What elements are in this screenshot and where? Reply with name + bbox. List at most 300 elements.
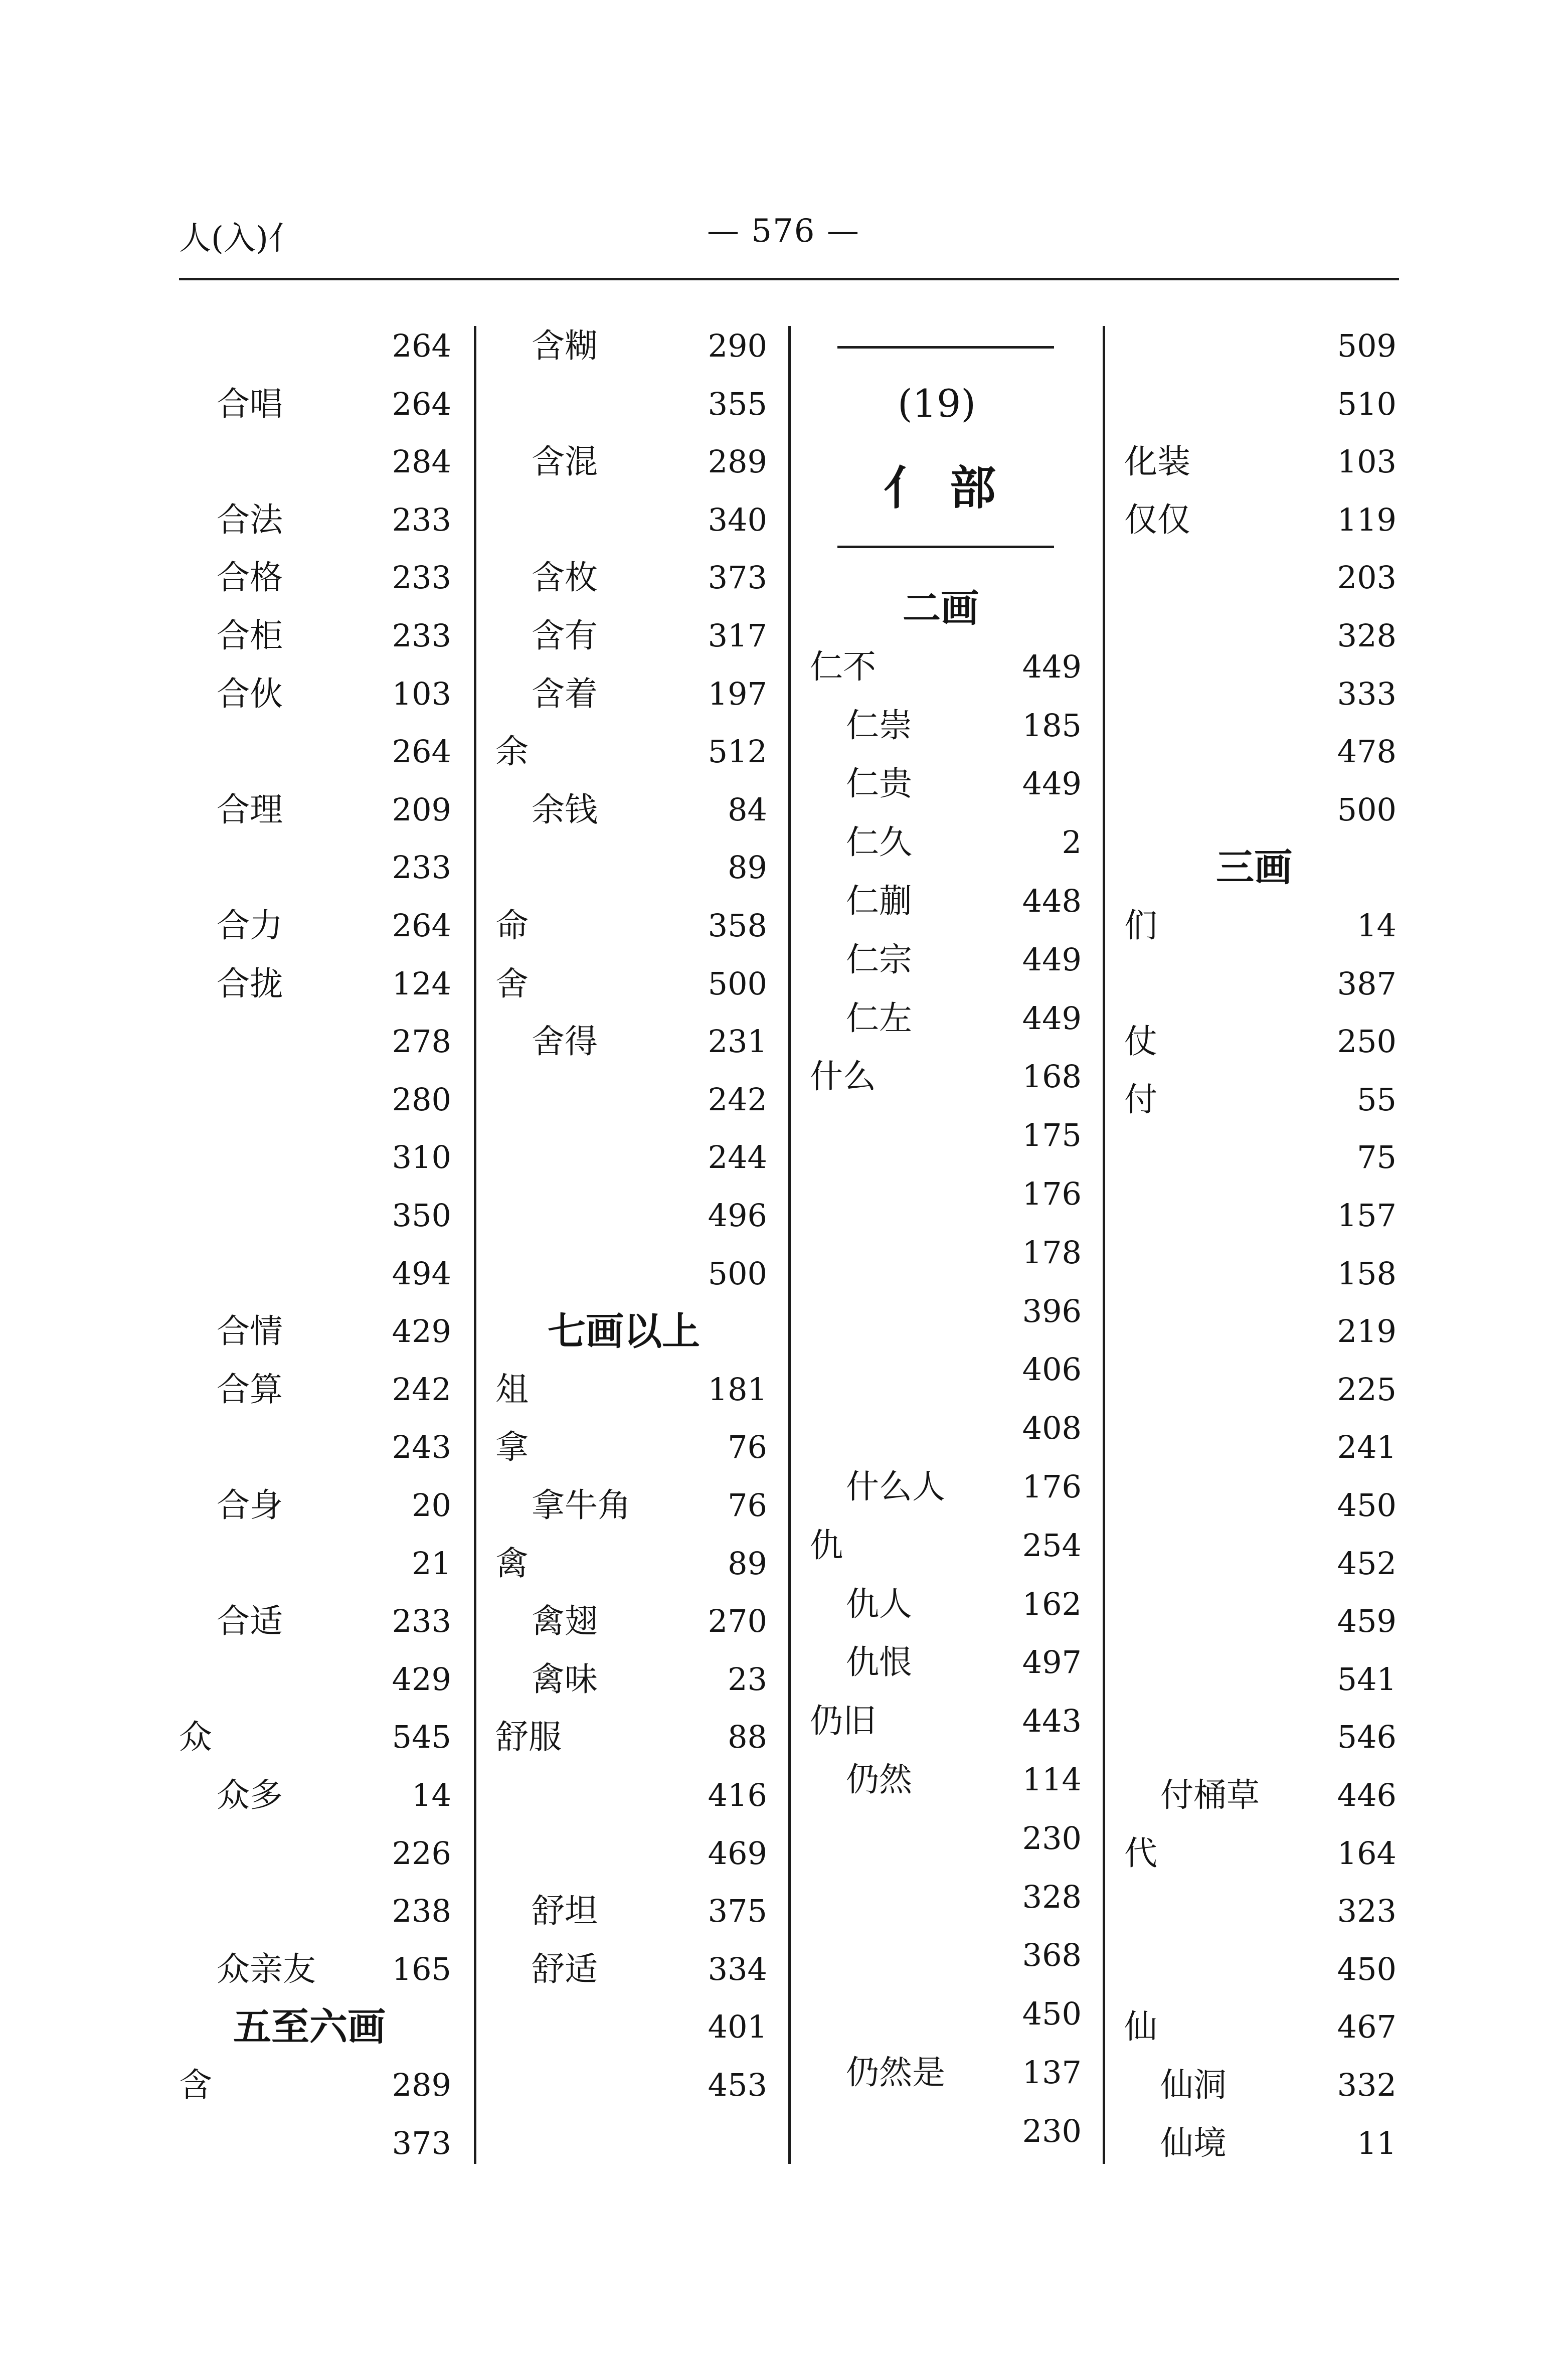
entry-page-number: 230	[1022, 2112, 1082, 2149]
entry-page-number: 452	[1337, 1545, 1397, 1582]
index-entry	[810, 1286, 1082, 1336]
index-entry	[810, 2106, 1082, 2156]
index-entry	[810, 1344, 1082, 1395]
entry-page-number: 280	[392, 1081, 451, 1118]
index-entry	[179, 1422, 451, 1472]
index-entry	[495, 1249, 767, 1299]
index-entry	[179, 1944, 451, 1994]
index-entry	[810, 1403, 1082, 1453]
index-entry	[179, 1539, 451, 1589]
entry-page-number: 317	[708, 617, 767, 654]
index-entry	[810, 1462, 1082, 1512]
index-entry	[179, 437, 451, 487]
entry-page-number: 401	[708, 2008, 767, 2046]
index-entry	[179, 1712, 451, 1762]
entry-term: 舒适	[532, 1949, 598, 1988]
index-entry	[1124, 1886, 1397, 1936]
entry-page-number: 478	[1337, 733, 1397, 770]
entry-page-number: 328	[1337, 617, 1397, 654]
entry-page-number: 175	[1022, 1117, 1082, 1154]
index-entry	[1124, 1075, 1397, 1125]
entry-page-number: 164	[1337, 1834, 1397, 1872]
entry-term: 们	[1124, 906, 1157, 945]
index-entry	[1124, 1828, 1397, 1879]
index-entry	[495, 1539, 767, 1589]
index-entry	[810, 1755, 1082, 1805]
entry-term: 合力	[217, 906, 283, 945]
index-entry	[179, 495, 451, 545]
index-entry	[1124, 495, 1397, 545]
entry-page-number: 416	[708, 1777, 767, 1813]
index-entry	[495, 437, 767, 487]
entry-page-number: 450	[1337, 1950, 1397, 1987]
entry-page-number: 448	[1022, 883, 1082, 919]
index-entry	[1124, 727, 1397, 777]
index-entry	[179, 1249, 451, 1299]
entry-page-number: 165	[392, 1950, 451, 1987]
index-entry	[1124, 2060, 1397, 2110]
index-entry	[495, 1770, 767, 1820]
index-entry	[495, 1191, 767, 1241]
index-entry	[1124, 1422, 1397, 1472]
index-entry	[810, 1228, 1082, 1278]
index-entry	[1124, 901, 1397, 951]
entry-term: 禽翅	[532, 1602, 598, 1641]
entry-page-number: 446	[1337, 1777, 1397, 1813]
index-entry	[810, 2048, 1082, 2098]
index-entry	[1124, 2002, 1397, 2052]
index-entry	[495, 1365, 767, 1415]
entry-page-number: 11	[1357, 2124, 1397, 2161]
index-entry	[1124, 1770, 1397, 1820]
index-entry	[179, 901, 451, 951]
entry-page-number: 21	[412, 1545, 451, 1582]
entry-page-number: 233	[392, 849, 451, 886]
entry-page-number: 449	[1022, 765, 1082, 802]
entry-term: 合格	[217, 558, 283, 597]
entry-term: 仍旧	[810, 1702, 876, 1741]
entry-term: 合柜	[217, 616, 283, 655]
entry-term: 仙	[1124, 2007, 1157, 2047]
index-entry	[810, 759, 1082, 809]
index-entry	[1124, 1712, 1397, 1762]
index-entry	[495, 2002, 767, 2052]
index-entry	[1124, 321, 1397, 371]
index-entry	[179, 1306, 451, 1357]
entry-page-number: 467	[1337, 2008, 1397, 2046]
entry-page-number: 23	[728, 1660, 767, 1698]
index-entry	[179, 611, 451, 661]
column-divider	[474, 326, 476, 2164]
running-head: 人(入)亻	[179, 220, 300, 257]
index-entry	[1124, 1249, 1397, 1299]
section-title: 亻部	[884, 461, 1016, 515]
entry-page-number: 233	[392, 501, 451, 538]
index-entry	[810, 1813, 1082, 1864]
entry-term: 余	[495, 732, 529, 771]
entry-term: 含混	[532, 442, 598, 481]
entry-page-number: 500	[1337, 791, 1397, 828]
index-entry	[810, 876, 1082, 926]
index-entry	[179, 321, 451, 371]
entry-page-number: 264	[392, 907, 451, 944]
entry-page-number: 429	[392, 1313, 451, 1350]
entry-page-number: 290	[708, 327, 767, 364]
entry-term: 什么	[810, 1057, 876, 1096]
entry-term: 含糊	[532, 326, 598, 365]
index-entry	[810, 935, 1082, 985]
entry-page-number: 176	[1022, 1468, 1082, 1505]
entry-term: 拿	[495, 1428, 529, 1467]
index-entry	[810, 1637, 1082, 1688]
index-entry	[179, 669, 451, 719]
entry-page-number: 289	[708, 443, 767, 480]
entry-page-number: 373	[708, 559, 767, 596]
entry-page-number: 450	[1022, 1995, 1082, 2033]
index-entry	[810, 1579, 1082, 1629]
entry-term: 余钱	[532, 790, 598, 829]
entry-page-number: 14	[412, 1777, 451, 1813]
column-divider	[788, 326, 791, 2164]
entry-page-number: 500	[708, 965, 767, 1002]
index-entry	[1124, 553, 1397, 603]
entry-page-number: 284	[392, 443, 451, 480]
entry-page-number: 75	[1357, 1139, 1397, 1176]
index-entry	[179, 1596, 451, 1646]
entry-page-number: 278	[392, 1023, 451, 1060]
index-entry	[179, 1365, 451, 1415]
entry-term: 含有	[532, 616, 598, 655]
entry-page-number: 264	[392, 733, 451, 770]
index-entry	[495, 1132, 767, 1183]
entry-term: 众亲友	[217, 1949, 316, 1988]
index-entry	[495, 1654, 767, 1705]
entry-page-number: 270	[708, 1603, 767, 1640]
index-entry	[495, 1480, 767, 1531]
index-entry	[179, 1017, 451, 1067]
entry-term: 仍然是	[846, 2053, 945, 2092]
index-entry	[179, 785, 451, 835]
index-entry	[179, 842, 451, 893]
entry-page-number: 181	[708, 1371, 767, 1408]
entry-page-number: 355	[708, 385, 767, 422]
entry-page-number: 185	[1022, 707, 1082, 744]
entry-page-number: 323	[1337, 1893, 1397, 1930]
index-entry	[495, 842, 767, 893]
entry-term: 仙洞	[1160, 2066, 1227, 2104]
index-entry	[1124, 379, 1397, 429]
entry-page-number: 55	[1357, 1081, 1397, 1118]
entry-page-number: 496	[708, 1197, 767, 1234]
index-entry	[179, 1770, 451, 1820]
entry-term: 仅仅	[1124, 500, 1190, 539]
index-entry	[810, 1989, 1082, 2039]
entry-term: 合拢	[217, 964, 283, 1003]
entry-page-number: 408	[1022, 1410, 1082, 1447]
entry-page-number: 450	[1337, 1487, 1397, 1524]
index-entry	[495, 727, 767, 777]
entry-page-number: 158	[1337, 1255, 1397, 1292]
entry-term: 合身	[217, 1486, 283, 1525]
entry-page-number: 469	[708, 1834, 767, 1872]
entry-term: 仁崇	[846, 706, 912, 745]
stroke-count-heading: 七画以上	[548, 1309, 700, 1354]
entry-page-number: 2	[1062, 824, 1082, 861]
index-entry	[810, 1052, 1082, 1102]
entry-term: 命	[495, 906, 529, 945]
entry-page-number: 76	[728, 1429, 767, 1466]
entry-page-number: 429	[392, 1660, 451, 1698]
entry-term: 舒坦	[532, 1892, 598, 1931]
index-entry	[495, 553, 767, 603]
index-entry	[179, 727, 451, 777]
entry-term: 拿牛角	[532, 1486, 631, 1525]
index-entry	[179, 379, 451, 429]
entry-page-number: 264	[392, 385, 451, 422]
section-rule-top	[837, 346, 1054, 349]
entry-term: 禽味	[532, 1659, 598, 1699]
entry-page-number: 328	[1022, 1878, 1082, 1915]
index-entry	[179, 1886, 451, 1936]
entry-page-number: 203	[1337, 559, 1397, 596]
entry-page-number: 387	[1337, 965, 1397, 1002]
entry-page-number: 350	[392, 1197, 451, 1234]
entry-page-number: 157	[1337, 1197, 1397, 1234]
entry-page-number: 209	[392, 791, 451, 828]
entry-page-number: 225	[1337, 1371, 1397, 1408]
index-entry	[495, 959, 767, 1009]
index-entry	[810, 817, 1082, 868]
entry-page-number: 231	[708, 1023, 767, 1060]
index-entry	[810, 1696, 1082, 1746]
entry-term: 化装	[1124, 442, 1190, 481]
index-entry	[810, 1872, 1082, 1922]
entry-page-number: 197	[708, 675, 767, 712]
entry-page-number: 254	[1022, 1527, 1082, 1564]
stroke-count-heading: 三画	[1216, 845, 1292, 890]
entry-page-number: 373	[392, 2124, 451, 2161]
entry-page-number: 14	[1357, 907, 1397, 944]
entry-term: 仁宗	[846, 940, 912, 979]
entry-page-number: 375	[708, 1893, 767, 1930]
entry-term: 仁久	[846, 823, 912, 862]
entry-page-number: 509	[1337, 327, 1397, 364]
index-entry	[179, 1132, 451, 1183]
entry-term: 仇恨	[846, 1643, 912, 1682]
index-entry	[179, 2118, 451, 2168]
index-entry	[495, 1422, 767, 1472]
entry-page-number: 264	[392, 327, 451, 364]
index-entry	[179, 2060, 451, 2110]
entry-page-number: 459	[1337, 1603, 1397, 1640]
entry-page-number: 137	[1022, 2054, 1082, 2091]
entry-term: 仇	[810, 1526, 843, 1565]
entry-page-number: 89	[728, 1545, 767, 1582]
index-entry	[179, 1828, 451, 1879]
index-entry	[1124, 2118, 1397, 2168]
stroke-count-heading: 五至六画	[233, 2004, 386, 2050]
entry-term: 仁贵	[846, 764, 912, 803]
index-entry	[1124, 1654, 1397, 1705]
entry-page-number: 243	[392, 1429, 451, 1466]
index-entry	[179, 959, 451, 1009]
entry-term: 仁左	[846, 998, 912, 1038]
entry-term: 禽	[495, 1544, 529, 1583]
entry-term: 合理	[217, 790, 283, 829]
page-number: — 576 —	[707, 213, 860, 250]
entry-page-number: 233	[392, 617, 451, 654]
index-entry	[179, 1191, 451, 1241]
entry-page-number: 310	[392, 1139, 451, 1176]
section-rule-bottom	[837, 546, 1054, 548]
entry-page-number: 238	[392, 1893, 451, 1930]
entry-page-number: 406	[1022, 1351, 1082, 1388]
index-entry	[495, 1017, 767, 1067]
entry-term: 众多	[217, 1776, 283, 1814]
entry-term: 仙境	[1160, 2123, 1227, 2162]
index-entry	[810, 642, 1082, 692]
entry-page-number: 333	[1337, 675, 1397, 712]
index-entry	[810, 701, 1082, 751]
index-entry	[495, 901, 767, 951]
index-entry	[495, 2060, 767, 2110]
entry-page-number: 289	[392, 2067, 451, 2103]
header-rule	[179, 278, 1399, 280]
entry-page-number: 443	[1022, 1703, 1082, 1740]
index-entry	[810, 1110, 1082, 1160]
index-entry	[1124, 1306, 1397, 1357]
index-entry	[495, 321, 767, 371]
index-entry	[810, 993, 1082, 1044]
entry-term: 含	[179, 2066, 212, 2104]
index-entry	[495, 1075, 767, 1125]
entry-page-number: 334	[708, 1950, 767, 1987]
entry-page-number: 242	[708, 1081, 767, 1118]
entry-term: 什么人	[846, 1467, 945, 1506]
index-entry	[179, 1075, 451, 1125]
entry-term: 含枚	[532, 558, 598, 597]
index-entry	[495, 1596, 767, 1646]
index-entry	[495, 1828, 767, 1879]
entry-page-number: 168	[1022, 1058, 1082, 1095]
entry-page-number: 512	[708, 733, 767, 770]
entry-page-number: 340	[708, 501, 767, 538]
stroke-count-heading: 二画	[903, 586, 979, 630]
entry-page-number: 449	[1022, 941, 1082, 978]
entry-term: 付	[1124, 1080, 1157, 1119]
index-entry	[495, 379, 767, 429]
index-entry	[1124, 959, 1397, 1009]
entry-term: 仗	[1124, 1022, 1157, 1061]
entry-term: 代	[1124, 1833, 1157, 1873]
index-entry	[1124, 1191, 1397, 1241]
column-divider	[1103, 326, 1105, 2164]
index-entry	[179, 1654, 451, 1705]
entry-page-number: 546	[1337, 1719, 1397, 1756]
index-entry	[810, 1169, 1082, 1219]
entry-page-number: 103	[1337, 443, 1397, 480]
entry-page-number: 396	[1022, 1292, 1082, 1329]
entry-page-number: 541	[1337, 1660, 1397, 1698]
entry-page-number: 119	[1337, 501, 1397, 538]
entry-page-number: 20	[412, 1487, 451, 1524]
entry-term: 合适	[217, 1602, 283, 1641]
entry-page-number: 242	[392, 1371, 451, 1408]
entry-page-number: 250	[1337, 1023, 1397, 1060]
entry-page-number: 89	[728, 849, 767, 886]
entry-page-number: 76	[728, 1487, 767, 1524]
entry-term: 仁不	[810, 647, 876, 686]
entry-page-number: 176	[1022, 1175, 1082, 1212]
entry-page-number: 368	[1022, 1937, 1082, 1974]
entry-term: 俎	[495, 1370, 529, 1409]
entry-page-number: 500	[708, 1255, 767, 1292]
entry-page-number: 510	[1337, 385, 1397, 422]
entry-page-number: 230	[1022, 1819, 1082, 1857]
index-entry	[179, 1480, 451, 1531]
index-entry	[1124, 1132, 1397, 1183]
index-entry	[179, 553, 451, 603]
entry-term: 合唱	[217, 384, 283, 423]
index-entry	[1124, 1480, 1397, 1531]
entry-term: 付桶草	[1160, 1776, 1260, 1814]
entry-term: 仇人	[846, 1584, 912, 1623]
entry-page-number: 178	[1022, 1234, 1082, 1271]
entry-term: 合算	[217, 1370, 283, 1409]
entry-term: 合法	[217, 500, 283, 539]
entry-page-number: 84	[728, 791, 767, 828]
entry-page-number: 244	[708, 1139, 767, 1176]
entry-page-number: 449	[1022, 648, 1082, 685]
entry-page-number: 162	[1022, 1585, 1082, 1622]
entry-page-number: 219	[1337, 1313, 1397, 1350]
entry-page-number: 332	[1337, 2067, 1397, 2103]
entry-page-number: 494	[392, 1255, 451, 1292]
entry-page-number: 124	[392, 965, 451, 1002]
index-entry	[1124, 785, 1397, 835]
entry-page-number: 88	[728, 1719, 767, 1756]
entry-page-number: 453	[708, 2067, 767, 2103]
entry-page-number: 226	[392, 1834, 451, 1872]
index-entry	[810, 1930, 1082, 1980]
entry-page-number: 114	[1022, 1761, 1082, 1798]
index-entry	[810, 1521, 1082, 1571]
index-entry	[495, 495, 767, 545]
index-entry	[495, 611, 767, 661]
index-entry	[495, 1712, 767, 1762]
index-entry	[495, 1886, 767, 1936]
entry-term: 舒服	[495, 1718, 562, 1757]
index-entry	[1124, 1596, 1397, 1646]
entry-page-number: 233	[392, 1603, 451, 1640]
index-entry	[495, 785, 767, 835]
index-entry	[1124, 1017, 1397, 1067]
index-entry	[1124, 669, 1397, 719]
index-entry	[1124, 1944, 1397, 1994]
entry-page-number: 103	[392, 675, 451, 712]
section-number: (19)	[898, 381, 976, 426]
entry-page-number: 545	[392, 1719, 451, 1756]
index-entry	[1124, 437, 1397, 487]
entry-term: 含着	[532, 674, 598, 713]
entry-page-number: 241	[1337, 1429, 1397, 1466]
index-entry	[1124, 1539, 1397, 1589]
index-entry	[1124, 611, 1397, 661]
entry-term: 众	[179, 1718, 212, 1757]
entry-term: 仁蒯	[846, 882, 912, 920]
entry-page-number: 449	[1022, 999, 1082, 1037]
entry-term: 舍	[495, 964, 529, 1003]
